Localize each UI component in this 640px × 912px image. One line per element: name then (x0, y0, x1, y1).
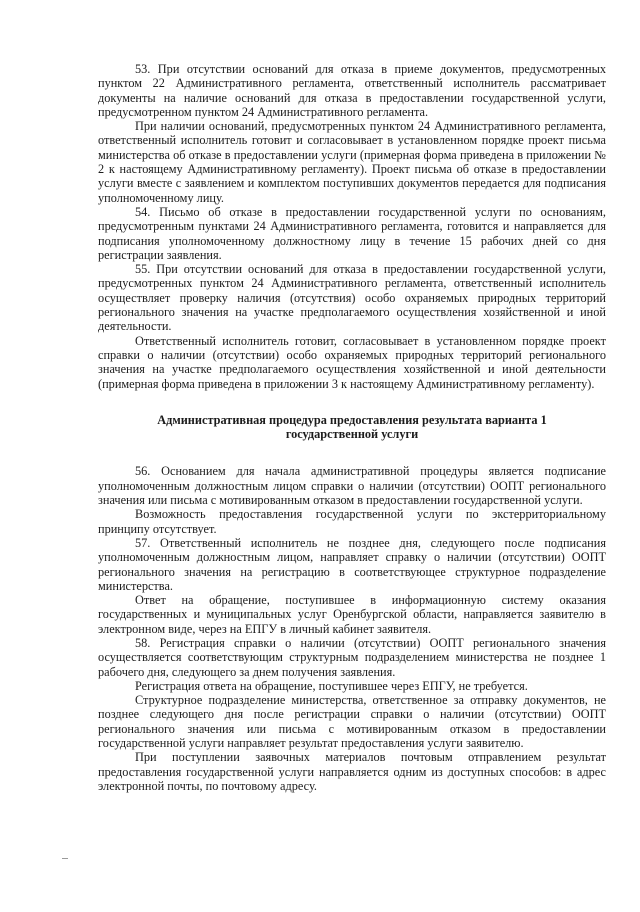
section-heading-line-1: Административная процедура предоставления результата варианта 1 (157, 412, 547, 427)
paragraph-delivery: Структурное подразделение министерства, ответственное за отправку документов, не позднее следующего дня после регистрации справки о наличии (отсутствии) ООПТ регионального значения или письма с мотивированным отказом в предоставлении государственной услуги направляет результат предоставления услуги заявителю. (98, 693, 606, 751)
paragraph-57: 57. Ответственный исполнитель не позднее дня, следующего после подписания уполномоченным должностным лицом, направляет справку о наличии (отсутствии) ООПТ регионального значения на регистрацию в соответствующее структурное подразделение министерства. (98, 535, 606, 593)
paragraph-54: 54. Письмо об отказе в предоставлении государственной услуги по основаниям, предусмотренным пунктами 24 Административного регламента, готовится и направляется для подписания уполномоченному должностному лицу в течение 15 рабочих дней со дня регистрации заявления. (98, 204, 606, 262)
section-heading-line-2: государственной услуги (285, 427, 419, 442)
paragraph-53: 53. При отсутствии оснований для отказа в приеме документов, предусмотренных пунктом 22 Административного регламента, ответственный исполнитель рассматривает документы на наличие оснований для отказа в предоставлении государственной услуги, предусмотренном пунктом 24 Административного регламента. (98, 62, 606, 119)
text-block-after (98, 464, 606, 793)
paragraph-53-continued: При наличии оснований, предусмотренных пунктом 24 Административного регламента, ответственный исполнитель готовит и согласовывает в установленном порядке проект письма министерства об отказе в предоставлении услуги (примерная форма приведена в приложении № 2 к настоящему Административному регламенту). Проект письма об отказе в предоставлении услуги вместе с заявлением и комплектом поступивших документов передается для подписания уполномоченному лицу. (98, 119, 606, 205)
scan-margin-mark (62, 858, 68, 859)
paragraph-56: 56. Основанием для начала административной процедуры является подписание уполномоченным должностным лицом справки о наличии (отсутствии) ООПТ регионального значения или письма с мотивированным отказом в предоставлении государственной услуги. (98, 464, 606, 508)
section-heading (98, 413, 606, 442)
paragraph-55-continued: Ответственный исполнитель готовит, согласовывает в установленном порядке проект справки о наличии (отсутствии) особо охраняемых природных территорий регионального значения на участке предполагаемого осуществления хозяйственной и иной деятельности (примерная форма приведена в приложении 3 к настоящему Административному регламенту). (98, 333, 606, 391)
paragraph-58-continued: Регистрация ответа на обращение, поступившее через ЕПГУ, не требуется. (135, 678, 528, 693)
text-block-before (98, 62, 606, 391)
paragraph-57-continued: Ответ на обращение, поступившее в информационную систему оказания государственных и муниципальных услуг Оренбургской области, направляется заявителю в электронном виде, через на ЕПГУ в личный кабинет заявителя. (98, 593, 606, 636)
paragraph-58: 58. Регистрация справки о наличии (отсутствии) ООПТ регионального значения осуществляется соответствующим структурным подразделением министерства не позднее 1 рабочего дня, следующего за днем получения заявления. (98, 635, 606, 679)
paragraph-postal: При поступлении заявочных материалов почтовым отправлением результат предоставления государственной услуги направляется одним из доступных способов: в адрес электронной почты, по почтовому адресу. (98, 750, 606, 793)
paragraph-56-continued: Возможность предоставления государственной услуги по экстерриториальному принципу отсутствует. (98, 507, 606, 536)
paragraph-55: 55. При отсутствии оснований для отказа в предоставлении государственной услуги, предусмотренных пунктом 24 Административного регламента, ответственный исполнитель осуществляет проверку наличия (отсутствия) особо охраняемых природных территорий регионального значения на участке предполагаемого осуществления хозяйственной и иной деятельности. (98, 262, 606, 334)
